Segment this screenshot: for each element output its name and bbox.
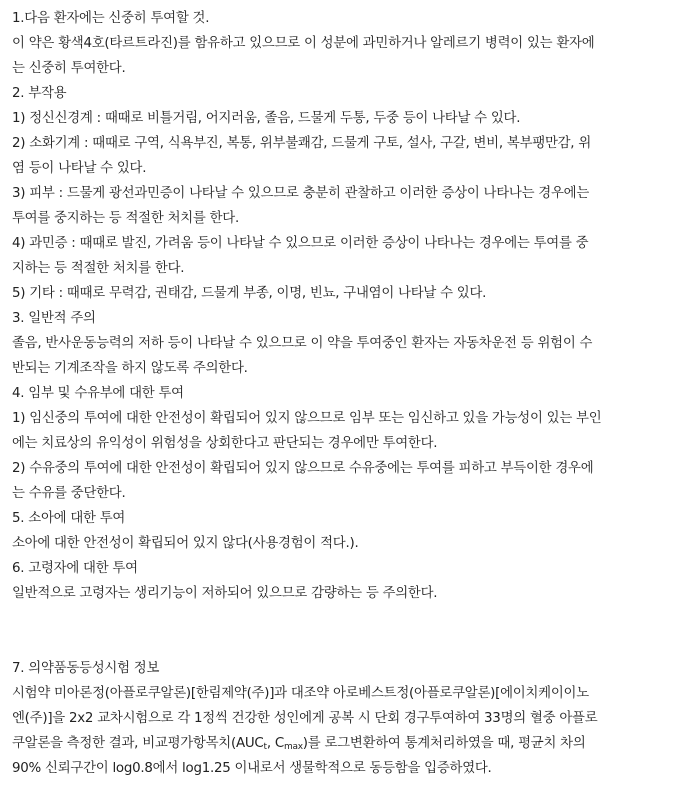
section-heading: 3. 일반적 주의 <box>12 311 96 326</box>
bioequivalence-section <box>12 656 682 781</box>
blank-spacer <box>12 606 682 656</box>
section-heading: 6. 고령자에 대한 투여 <box>12 561 138 576</box>
paragraph-line: 투여를 중지하는 등 적절한 처치를 한다. <box>12 211 240 226</box>
precautions-section <box>12 6 682 81</box>
paragraph-line: 시험약 미아론정(아플로쿠알론)[한림제약(주)]과 대조약 아로베스트정(아플로쿠알론)[에이치케이이노 <box>12 686 589 701</box>
section-heading: 2. 부작용 <box>12 86 67 101</box>
paragraph-line: 졸음, 반사운동능력의 저하 등이 나타날 수 있으므로 이 약을 투여중인 환자는 자동차운전 등 위험이 수 <box>12 336 593 351</box>
paragraph-line: 이 약은 황색4호(타르트라진)를 함유하고 있으므로 이 성분에 과민하거나 알레르기 병력이 있는 환자에 <box>12 36 595 51</box>
paragraph-line: 는 수유를 중단한다. <box>12 486 126 501</box>
auc-subscript: t <box>263 742 267 752</box>
paragraph-line: 는 신중히 투여한다. <box>12 61 126 76</box>
paragraph-line: 엔(주)]을 2x2 교차시험으로 각 1정씩 건강한 성인에게 공복 시 단회 경구투여하여 33명의 혈중 아플로 <box>12 711 598 726</box>
paragraph-line: 4) 과민증 : 때때로 발진, 가려움 등이 나타날 수 있으므로 이러한 증상이 나타나는 경우에는 투여를 중 <box>12 236 589 251</box>
drug-information-document <box>12 6 682 781</box>
paragraph-line: 에는 치료상의 유익성이 위험성을 상회한다고 판단되는 경우에만 투여한다. <box>12 436 438 451</box>
pregnancy-lactation-section <box>12 381 682 506</box>
paragraph-line: 소아에 대한 안전성이 확립되어 있지 않다(사용경험이 적다.). <box>12 536 359 551</box>
text-fragment: , C <box>266 736 284 751</box>
paragraph-line: 반되는 기계조작을 하지 않도록 주의한다. <box>12 361 248 376</box>
paragraph-line: 지하는 등 적절한 처치를 한다. <box>12 261 185 276</box>
paragraph-line: 일반적으로 고령자는 생리기능이 저하되어 있으므로 감량하는 등 주의한다. <box>12 586 438 601</box>
elderly-section <box>12 556 682 606</box>
cmax-subscript: max <box>283 742 303 752</box>
paragraph-line: 1) 임신중의 투여에 대한 안전성이 확립되어 있지 않으므로 임부 또는 임신하고 있을 가능성이 있는 부인 <box>12 411 602 426</box>
paragraph-line: 염 등이 나타날 수 있다. <box>12 161 147 176</box>
side-effects-section <box>12 81 682 306</box>
text-fragment: )를 로그변환하여 통계처리하였을 때, 평균치 차의 <box>302 736 586 751</box>
section-heading: 5. 소아에 대한 투여 <box>12 511 126 526</box>
paragraph-line: 90% 신뢰구간이 log0.8에서 log1.25 이내로서 생물학적으로 동등함을 입증하였다. <box>12 761 492 776</box>
paragraph-line: 2) 소화기계 : 때때로 구역, 식욕부진, 복통, 위부불쾌감, 드물게 구토, 설사, 구갈, 변비, 복부팽만감, 위 <box>12 136 592 151</box>
paragraph-line: 5) 기타 : 때때로 무력감, 권태감, 드물게 부종, 이명, 빈뇨, 구내염이 나타날 수 있다. <box>12 286 487 301</box>
pediatric-section <box>12 506 682 556</box>
section-heading: 4. 임부 및 수유부에 대한 투여 <box>12 386 184 401</box>
paragraph-line <box>12 731 682 756</box>
paragraph-line: 1) 정신신경계 : 때때로 비틀거림, 어지러움, 졸음, 드물게 두통, 두중 등이 나타날 수 있다. <box>12 111 521 126</box>
section-heading: 1.다음 환자에는 신중히 투여할 것. <box>12 11 210 26</box>
section-heading: 7. 의약품동등성시험 정보 <box>12 661 160 676</box>
paragraph-line: 3) 피부 : 드물게 광선과민증이 나타날 수 있으므로 충분히 관찰하고 이러한 증상이 나타나는 경우에는 <box>12 186 589 201</box>
general-caution-section <box>12 306 682 381</box>
text-fragment: 쿠알론을 측정한 결과, 비교평가항목치(AUC <box>12 736 264 751</box>
paragraph-line: 2) 수유중의 투여에 대한 안전성이 확립되어 있지 않으므로 수유중에는 투여를 피하고 부득이한 경우에 <box>12 461 594 476</box>
